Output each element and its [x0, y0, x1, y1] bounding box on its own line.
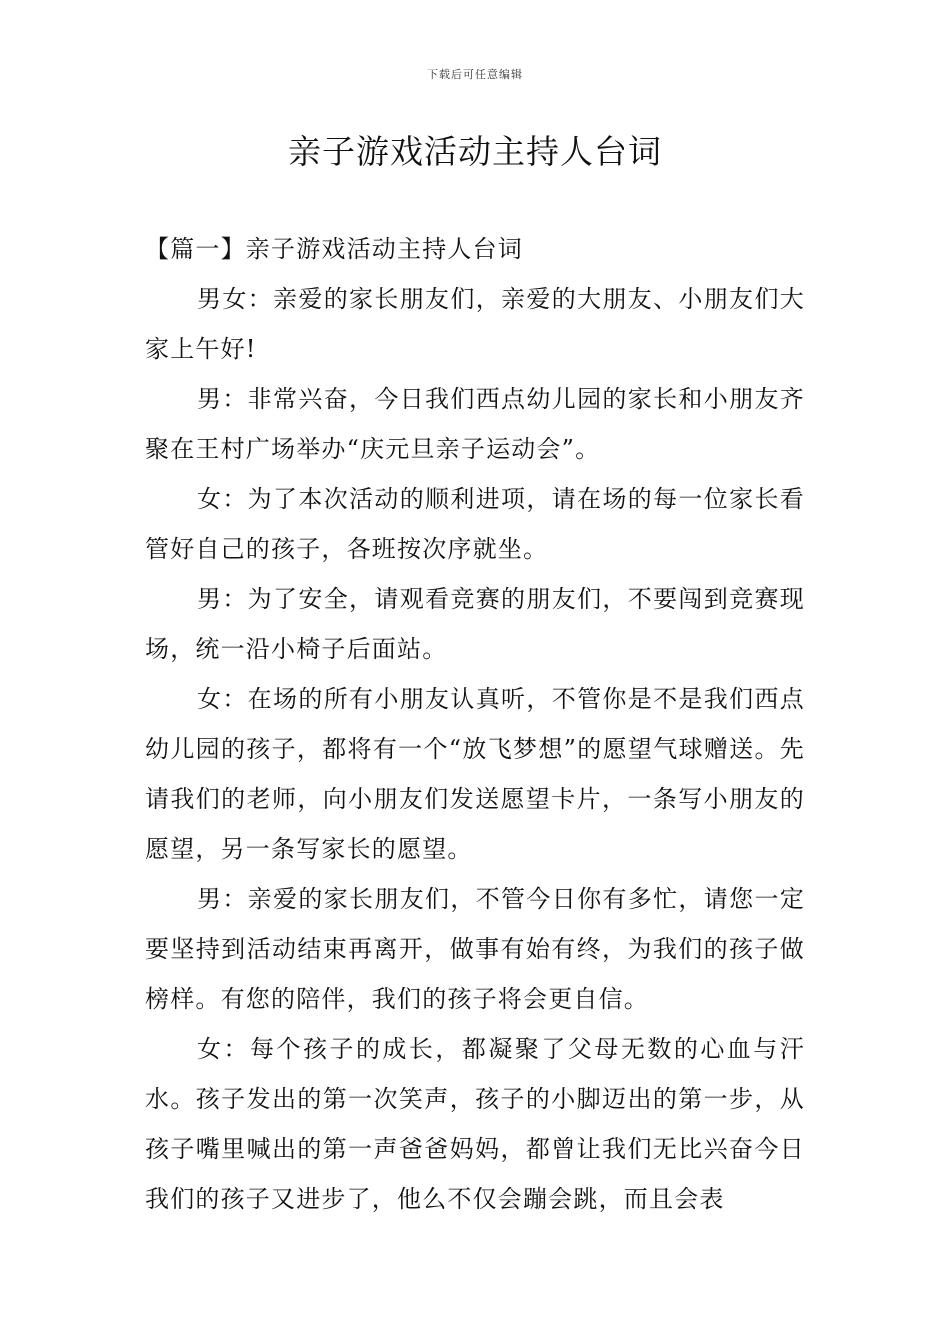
paragraph: 男：为了安全，请观看竞赛的朋友们，不要闯到竞赛现场，统一沿小椅子后面站。: [145, 585, 805, 663]
section-heading: 【篇一】亲子游戏活动主持人台词: [145, 235, 523, 263]
paragraph: 女：为了本次活动的顺利进项，请在场的每一位家长看管好自己的孩子，各班按次序就坐。: [145, 485, 805, 563]
paragraph: 女：在场的所有小朋友认真听，不管你是不是我们西点幼儿园的孩子，都将有一个“放飞梦想”的愿望气球赠送。先请我们的老师，向小朋友们发送愿望卡片，一条写小朋友的愿望，另一条写家长的愿望。: [145, 685, 805, 863]
document-body: [145, 224, 805, 1224]
paragraph: 男女：亲爱的家长朋友们，亲爱的大朋友、小朋友们大家上午好!: [145, 285, 805, 363]
paragraph: 男：亲爱的家长朋友们，不管今日你有多忙，请您一定要坚持到活动结束再离开，做事有始有终，为我们的孩子做榜样。有您的陪伴，我们的孩子将会更自信。: [145, 885, 805, 1013]
paragraph: 女：每个孩子的成长，都凝聚了父母无数的心血与汗水。孩子发出的第一次笑声，孩子的小脚迈出的第一步，从孩子嘴里喊出的第一声爸爸妈妈，都曾让我们无比兴奋今日我们的孩子又进步了，他么不仅会蹦会跳，而且会表: [145, 1035, 805, 1213]
header-note: 下载后可任意编辑: [427, 68, 523, 81]
document-title: 亲子游戏活动主持人台词: [288, 132, 662, 171]
paragraph: 男：非常兴奋，今日我们西点幼儿园的家长和小朋友齐聚在王村广场举办“庆元旦亲子运动会”。: [145, 385, 805, 463]
